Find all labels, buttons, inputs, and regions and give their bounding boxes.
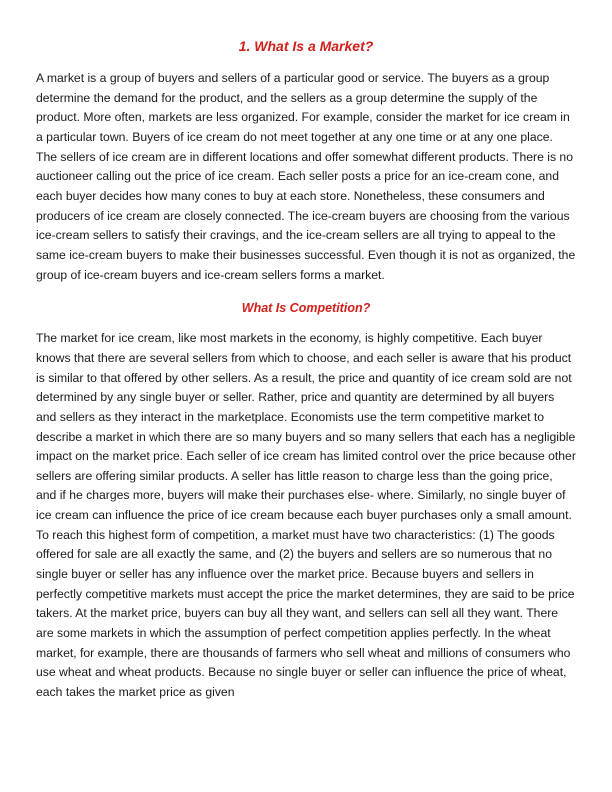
paragraph-market: A market is a group of buyers and sellers of a particular good or service. The buyers as a group determine the demand for the product, and the sellers as a group determine the supply of the product. More often, markets are less organized. For example, consider the market for ice cream in a particular town. Buyers of ice cream do not meet together at any one time or at any one place. The sellers of ice cream are in different locations and offer somewhat different products. There is no auctioneer calling out the price of ice cream. Each seller posts a price for an ice-cream cone, and each buyer decides how many cones to buy at each store. Nonetheless, these consumers and producers of ice cream are closely connected. The ice-cream buyers are choosing from the various ice-cream sellers to satisfy their cravings, and the ice-cream sellers are all trying to appeal to the same ice-cream buyers to make their businesses successful. Even though it is not as organized, the group of ice-cream buyers and ice-cream sellers forms a market. — [36, 71, 576, 282]
section-title: 1. What Is a Market? — [238, 38, 374, 54]
section-subtitle: What Is Competition? — [241, 301, 371, 316]
document-content — [36, 36, 576, 703]
paragraph-competition: The market for ice cream, like most markets in the economy, is highly competitive. Each buyer knows that there are several sellers from which to choose, and each seller is aware that his product is similar to that offered by other sellers. As a result, the price and quantity of ice cream sold are not determined by any single buyer or seller. Rather, price and quantity are determined by all buyers and sellers as they interact in the marketplace. Economists use the term competitive market to describe a market in which there are so many buyers and so many sellers that each has a negligible impact on the market price. Each seller of ice cream has limited control over the price because other sellers are offering similar products. A seller has little reason to charge less than the going price, and if he charges more, buyers will make their purchases else- where. Similarly, no single buyer of ice cream can influence the price of ice cream because each buyer purchases only a small amount. To reach this highest form of competition, a market must have two characteristics: (1) The goods offered for sale are all exactly the same, and (2) the buyers and sellers are so numerous that no single buyer or seller has any influence over the market price. Because buyers and sellers in perfectly competitive markets must accept the price the market determines, they are said to be price takers. At the market price, buyers can buy all they want, and sellers can sell all they want. There are some markets in which the assumption of perfect competition applies perfectly. In the wheat market, for example, there are thousands of farmers who sell wheat and millions of consumers who use wheat and wheat products. Because no single buyer or seller can influence the price of wheat, each takes the market price as given — [36, 331, 576, 700]
